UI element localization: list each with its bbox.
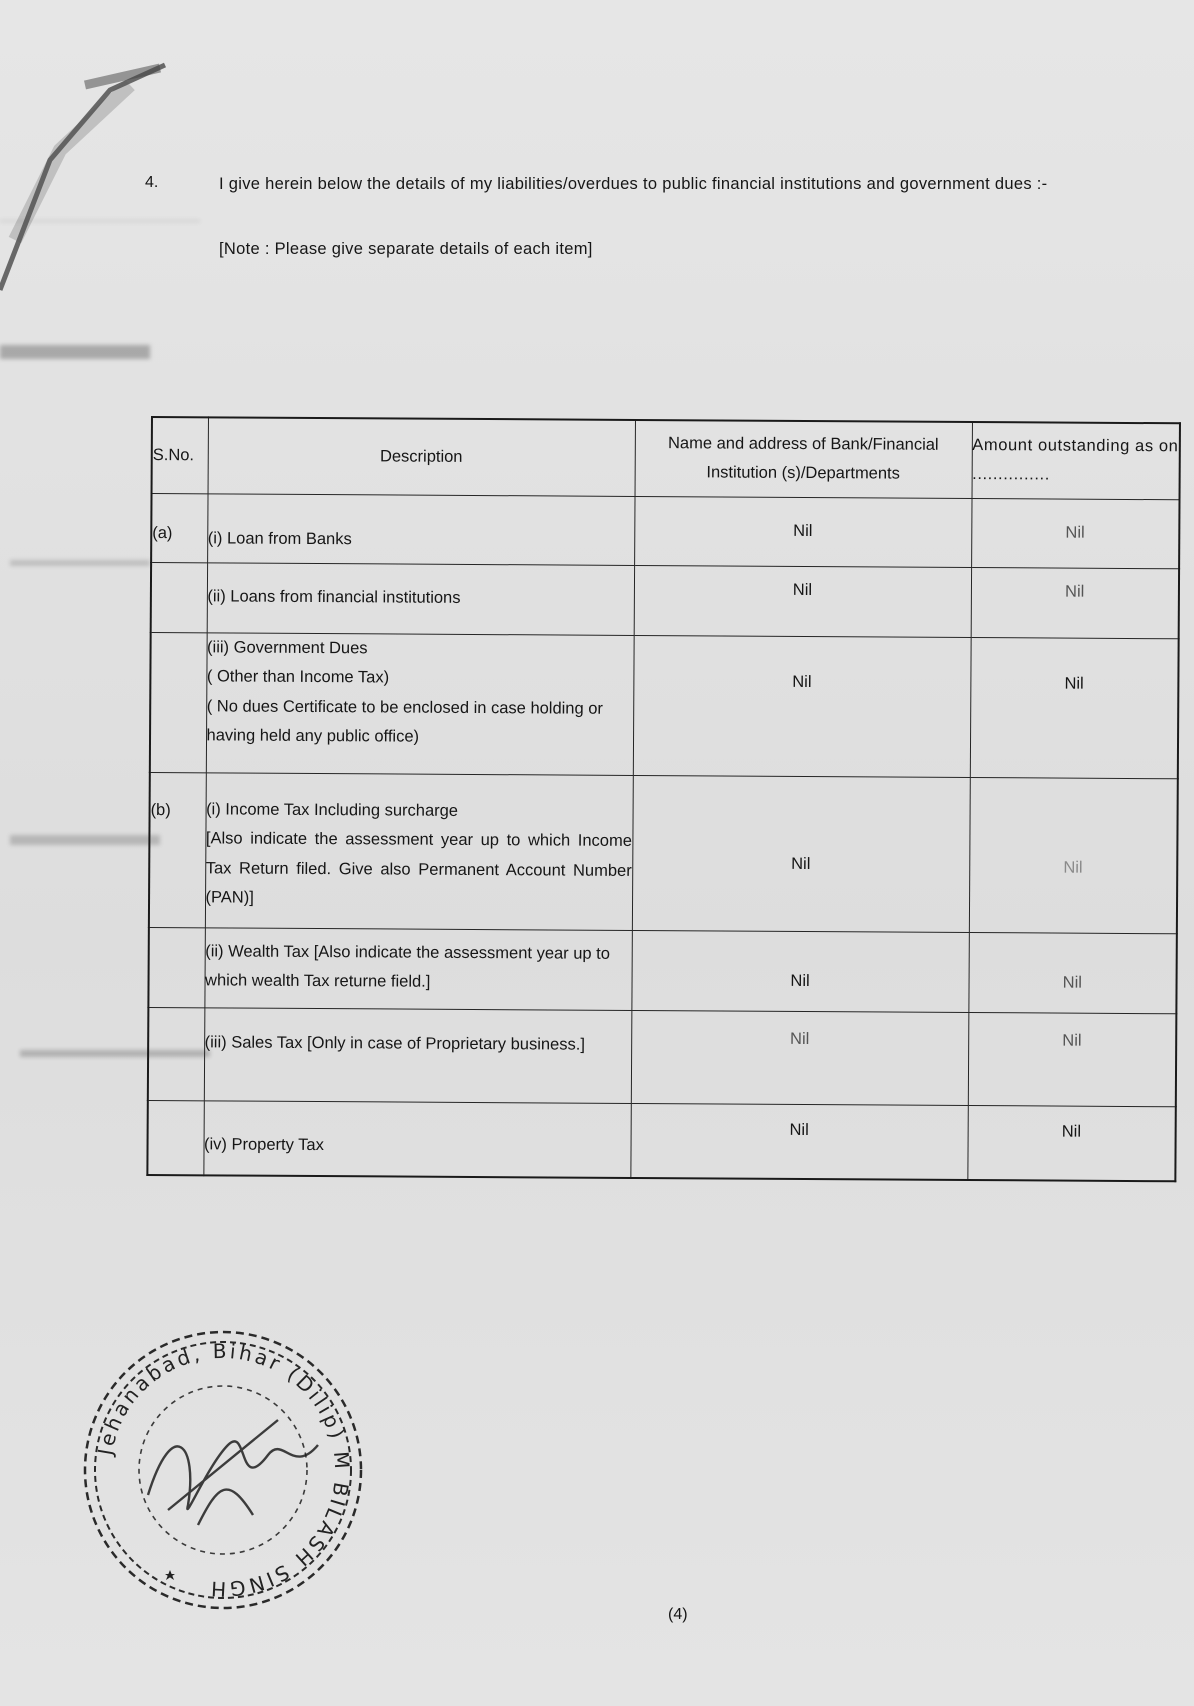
page-number: (4) xyxy=(668,1606,688,1623)
row-institution: Nil xyxy=(631,930,968,1012)
row-amount: Nil xyxy=(971,498,1179,568)
table-row xyxy=(149,772,1178,933)
row-amount: Nil xyxy=(968,932,1176,1013)
description-line: ( No dues Certificate to be enclosed in case holding or having held any public office) xyxy=(206,696,604,746)
row-institution: Nil xyxy=(632,775,970,932)
signature-icon xyxy=(148,1420,318,1525)
row-description: (ii) Wealth Tax [Also indicate the assessment year up to which wealth Tax returne field.] xyxy=(204,927,631,1010)
row-sno xyxy=(148,1007,205,1100)
seal-text: Jehanabad, Bihar (Dilip) M BILASH SINGH xyxy=(93,1338,355,1602)
star-icon xyxy=(165,1570,175,1580)
row-institution: Nil xyxy=(633,635,971,777)
liabilities-table-wrapper xyxy=(146,416,1179,1182)
description-line: ( Other than Income Tax) xyxy=(206,667,390,687)
row-sno: (b) xyxy=(149,772,206,927)
row-description xyxy=(206,632,634,775)
row-description: (ii) Loans from financial institutions xyxy=(207,562,634,635)
row-sno xyxy=(148,927,204,1007)
scan-smudge xyxy=(10,560,150,566)
row-institution: Nil xyxy=(634,565,971,637)
header-institution: Name and address of Bank/Financial Institution (s)/Departments xyxy=(635,420,972,498)
note-text: [Note : Please give separate details of each item] xyxy=(219,240,593,258)
row-sno: (a) xyxy=(151,493,207,562)
item-number: 4. xyxy=(145,174,159,191)
row-amount: Nil xyxy=(971,567,1179,638)
row-institution: Nil xyxy=(634,496,971,567)
table-row xyxy=(151,493,1179,568)
table-row xyxy=(151,562,1179,638)
table-row xyxy=(148,1007,1177,1106)
table-header-row xyxy=(152,417,1180,499)
row-sno xyxy=(147,1100,203,1175)
row-amount: Nil xyxy=(967,1105,1175,1181)
row-institution: Nil xyxy=(631,1010,969,1105)
description-line: (iii) Government Dues xyxy=(207,637,368,657)
svg-text:Jehanabad, Bihar (Dilip) M BIL xyxy=(93,1339,355,1601)
header-description: Description xyxy=(208,417,635,496)
scan-artifact-corner xyxy=(0,40,180,300)
table-row xyxy=(148,927,1176,1013)
liabilities-table xyxy=(146,416,1181,1182)
row-amount: Nil xyxy=(970,637,1179,778)
row-sno xyxy=(151,562,207,632)
description-line: [Also indicate the assessment year up to which Income Tax Return filed. Give also Permanent Account Number (PAN)] xyxy=(205,829,632,907)
row-description: (iv) Property Tax xyxy=(203,1100,630,1178)
scan-smudge xyxy=(0,345,150,359)
row-amount: Nil xyxy=(968,1012,1177,1106)
table-row xyxy=(150,632,1179,778)
row-amount: Nil xyxy=(969,777,1178,933)
row-description: (i) Loan from Banks xyxy=(207,493,634,565)
row-institution: Nil xyxy=(630,1103,967,1180)
description-line: (i) Income Tax Including surcharge xyxy=(206,799,459,820)
scan-smudge xyxy=(0,220,200,222)
table-row xyxy=(147,1100,1175,1181)
header-sno: S.No. xyxy=(152,417,208,493)
intro-paragraph: I give herein below the details of my liabilities/overdues to public financial institutions and government dues :- xyxy=(219,175,1048,193)
official-seal-stamp xyxy=(78,1325,368,1615)
row-sno xyxy=(150,632,207,772)
row-description xyxy=(205,772,633,930)
scan-smudge xyxy=(10,835,160,845)
header-amount: Amount outstanding as on ............... xyxy=(972,422,1180,499)
row-description: (iii) Sales Tax [Only in case of Proprietary business.] xyxy=(204,1007,632,1103)
